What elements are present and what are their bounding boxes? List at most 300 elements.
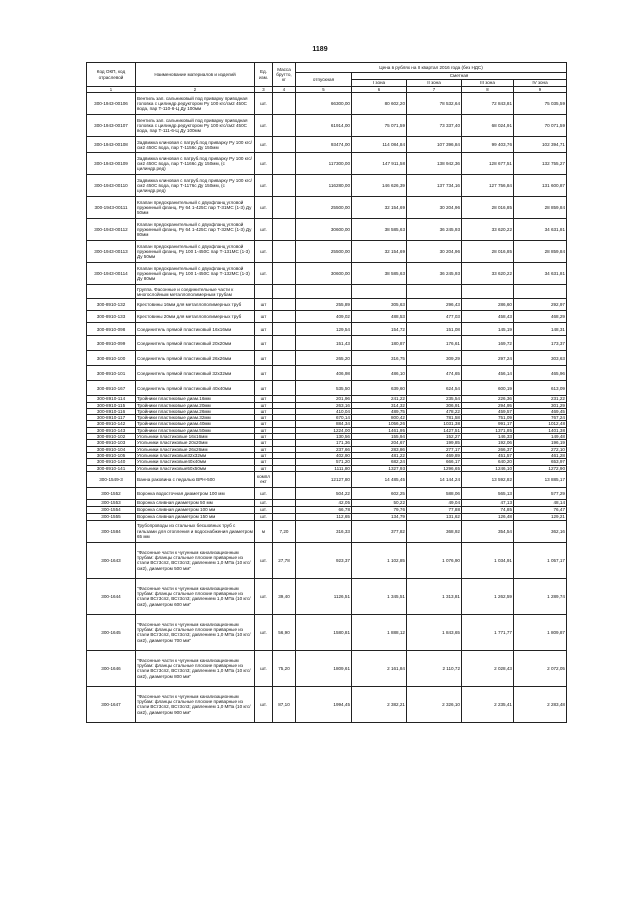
table-row [87, 137, 567, 153]
cell-p3: 588,06 [407, 487, 462, 499]
cell-p4: 565,13 [462, 487, 514, 499]
table-row [87, 351, 567, 366]
cell-unit: шт [255, 408, 273, 414]
cell-p2 [352, 285, 407, 299]
cell-p4: 128 677,51 [462, 153, 514, 175]
cell-p1: 535,50 [296, 381, 352, 396]
cell-p5: 231,22 [514, 396, 567, 402]
cell-unit: шт [255, 323, 273, 336]
cell-p3: 1296,65 [407, 465, 462, 471]
cell-p5: 301,29 [514, 402, 567, 408]
cell-mass [273, 137, 296, 153]
price-table [86, 62, 567, 723]
cell-code: 300-1943-00112 [87, 219, 136, 241]
cell-p1: 884,34 [296, 421, 352, 427]
price-table-body [87, 63, 567, 723]
cell-p5: 70 071,59 [514, 115, 567, 137]
header-delivery: Сметная [352, 73, 567, 80]
cell-p1: 151,43 [296, 336, 352, 351]
cell-name: Клапан предохранительный с двухфланц угловой пружинный фланц. Ру 100 1-450С пар Т-131МС (1-3) Ду 50мм [136, 241, 255, 263]
cell-name: Группа. Фасонные и соединительные части к многослойным металлополимерным трубам [136, 285, 255, 299]
cell-p1: 1126,51 [296, 578, 352, 614]
header-unit: Ед. изм. [255, 63, 273, 87]
cell-name: Соединитель прямой пластиковый 16х16мм [136, 323, 255, 336]
cell-code: 300-8910-132 [87, 299, 136, 311]
cell-p2: 1056,26 [352, 421, 407, 427]
cell-p5: 13 885,17 [514, 471, 567, 487]
cell-p4: 74,85 [462, 506, 514, 513]
cell-unit: шт [255, 351, 273, 366]
cell-p5: 28 859,84 [514, 197, 567, 219]
cell-p4: 286,60 [462, 299, 514, 311]
header-zone2: II зона [407, 80, 462, 87]
cell-p1: 409,02 [296, 311, 352, 323]
table-row [87, 614, 567, 650]
header-price-title: Цена в рублях на II квартал 2016 года (без НДС) [296, 63, 567, 73]
cell-p3: 199,85 [407, 440, 462, 446]
cell-unit: шт [255, 427, 273, 433]
cell-unit: шт. [255, 263, 273, 285]
cell-p1: 237,66 [296, 446, 352, 452]
cell-p5: 129,21 [514, 513, 567, 520]
cell-code: 300-1943-00111 [87, 197, 136, 219]
cell-p4: 297,24 [462, 351, 514, 366]
cell-code: 300-1943-00106 [87, 93, 136, 115]
cell-p5: 292,97 [514, 299, 567, 311]
header-name: Наименование материалов и изделий [136, 63, 255, 87]
cell-name: Трубопроводы из стальных бесшовных труб с гильзами для отопления и водоснабжения диаметром 65 мм [136, 520, 255, 542]
table-row [87, 241, 567, 263]
cell-name: "Фасонные части к чугунным канализационным трубам: фланцы стальные плоские приварные из стали ВСт3сп2, ВСт3сп3; давлением 1,0 МПа (10 кгс/см2), диаметром 600 мм" [136, 578, 255, 614]
cell-code: 300-8910-140 [87, 459, 136, 465]
cell-unit: шт [255, 299, 273, 311]
cell-p3: 469,89 [407, 452, 462, 458]
cell-p1: 30600,00 [296, 219, 352, 241]
cell-p2: 2 161,84 [352, 650, 407, 686]
cell-p4: 33 620,22 [462, 263, 514, 285]
cell-p2: 134,79 [352, 513, 407, 520]
cell-code: 300-8910-141 [87, 465, 136, 471]
cell-p5: 613,09 [514, 381, 567, 396]
cell-p5: 767,24 [514, 415, 567, 421]
cell-name: Соединитель прямой пластиковый 32х32мм [136, 366, 255, 381]
cell-name: Соединитель прямой пластиковый 40х40мм [136, 381, 255, 396]
cell-p1: 201,96 [296, 396, 352, 402]
cell-p1: 1994,45 [296, 686, 352, 722]
cell-unit: шт. [255, 506, 273, 513]
cell-p5: 132 755,27 [514, 153, 567, 175]
cell-p1: 402,90 [296, 452, 352, 458]
cell-unit: шт. [255, 650, 273, 686]
cell-p3: 309,29 [407, 351, 462, 366]
cell-name: Клапан предохранительный с двухфланц угловой пружинный фланц. Ру 100 1-450С пар Т-132МС (1-3) Ду 80мм [136, 263, 255, 285]
header-mass: Масса брутто, кг [273, 63, 296, 87]
cell-p2: 147 911,58 [352, 153, 407, 175]
cell-p2: 283,86 [352, 446, 407, 452]
cell-p1: 504,22 [296, 487, 352, 499]
cell-p2: 80 602,20 [352, 93, 407, 115]
table-row [87, 381, 567, 396]
cell-code: 300-8910-114 [87, 396, 136, 402]
cell-code: 300-8910-104 [87, 446, 136, 452]
cell-code: 300-8910-105 [87, 452, 136, 458]
cell-code: 300-8910-099 [87, 336, 136, 351]
cell-p3: 2 110,72 [407, 650, 462, 686]
cell-p2: 155,94 [352, 434, 407, 440]
cell-mass [273, 513, 296, 520]
cell-p5: 196,19 [514, 440, 567, 446]
cell-name: Задвижка клиновая с патруб.под приварку Ру 100 кгс/см2 450С вода, пар Т-1156с Ду 150мм [136, 137, 255, 153]
cell-p2: 154,72 [352, 323, 407, 336]
cell-name: Тройники пластиковые диам.40мм [136, 421, 255, 427]
cell-unit: шт. [255, 153, 273, 175]
table-row [87, 153, 567, 175]
cell-p3: 137 734,16 [407, 175, 462, 197]
cell-mass [273, 366, 296, 381]
cell-name: "Фасонные части к чугунным канализационным трубам: фланцы стальные плоские приварные из стали ВСт3сп2, ВСт3сп3; давлением 1,0 МПа (10 кгс/см2), диаметром 700 мм" [136, 614, 255, 650]
cell-name: "Фасонные части к чугунным канализационным трубам: фланцы стальные плоские приварные из стали ВСт3сп2, ВСт3сп3; давлением 1,0 МПа (10 кгс/см2), диаметром 800 мм" [136, 650, 255, 686]
cell-name: Соединитель прямой пластиковый 26х26мм [136, 351, 255, 366]
cell-p2: 180,87 [352, 336, 407, 351]
cell-p4: 146,33 [462, 434, 514, 440]
cell-p1: 255,89 [296, 299, 352, 311]
cell-p5: 75 035,59 [514, 93, 567, 115]
table-row [87, 499, 567, 506]
cell-mass [273, 241, 296, 263]
cell-p2: 2 382,21 [352, 686, 407, 722]
cell-code: 300-1584 [87, 520, 136, 542]
cell-code: 300-1943-00110 [87, 175, 136, 197]
cell-code: 300-1554 [87, 506, 136, 513]
cell-p3 [407, 285, 462, 299]
cell-p3: 666,17 [407, 459, 462, 465]
cell-p3: 36 245,93 [407, 263, 462, 285]
table-row [87, 299, 567, 311]
cell-p4: 459,57 [462, 408, 514, 414]
cell-code: 300-1645 [87, 614, 136, 650]
cell-name: Тройники пластиковые диам.26мм [136, 408, 255, 414]
cell-p2: 486,10 [352, 366, 407, 381]
cell-mass: 56,90 [273, 614, 296, 650]
table-row [87, 513, 567, 520]
cell-p5: 34 631,81 [514, 263, 567, 285]
cell-p3: 1031,38 [407, 421, 462, 427]
cell-p2: 377,82 [352, 520, 407, 542]
cell-name: "Фасонные части к чугунным канализационным трубам: фланцы стальные плоские приварные из стали ВСт3сп2, ВСт3сп3; давлением 1,0 МПа (10 кгс/см2), диаметром 500 мм" [136, 542, 255, 578]
header-code: Код ОКП, код отраслевой [87, 63, 136, 87]
cell-mass [273, 93, 296, 115]
cell-p1: 1111,80 [296, 465, 352, 471]
cell-p3: 296,43 [407, 299, 462, 311]
cell-p3: 306,91 [407, 402, 462, 408]
cell-unit: шт. [255, 219, 273, 241]
col-number: 2 [136, 87, 255, 93]
cell-p4: 47,13 [462, 499, 514, 506]
cell-p3: 138 942,36 [407, 153, 462, 175]
cell-p5: 173,37 [514, 336, 567, 351]
table-row [87, 336, 567, 351]
cell-p1: 1224,00 [296, 427, 352, 433]
cell-p5: 131 600,87 [514, 175, 567, 197]
cell-code: 300-8910-133 [87, 311, 136, 323]
cell-p3: 1 843,65 [407, 614, 462, 650]
cell-code: 300-1943-00107 [87, 115, 136, 137]
cell-p2: 14 485,45 [352, 471, 407, 487]
cell-p3: 624,54 [407, 381, 462, 396]
cell-p2: 481,22 [352, 452, 407, 458]
cell-p5: 148,31 [514, 323, 567, 336]
cell-p4: 2 235,41 [462, 686, 514, 722]
cell-code [87, 285, 136, 299]
cell-p2: 204,67 [352, 440, 407, 446]
cell-p1: 406,98 [296, 366, 352, 381]
cell-code: 300-1943-00114 [87, 263, 136, 285]
cell-code: 300-1943-00108 [87, 137, 136, 153]
cell-p1: 410,04 [296, 408, 352, 414]
col-number: 4 [273, 87, 296, 93]
table-row [87, 487, 567, 499]
cell-unit: шт [255, 396, 273, 402]
cell-code: 300-1555 [87, 513, 136, 520]
cell-p4: 456,14 [462, 366, 514, 381]
cell-unit: шт [255, 440, 273, 446]
cell-p3: 151,08 [407, 323, 462, 336]
cell-p5: 468,29 [514, 311, 567, 323]
cell-code: 300-8910-117 [87, 415, 136, 421]
cell-code: 300-8910-142 [87, 421, 136, 427]
cell-p5: 2 072,05 [514, 650, 567, 686]
header-zone3: III зона [462, 80, 514, 87]
header-zone4: IV зона [514, 80, 567, 87]
cell-p5: 465,96 [514, 366, 567, 381]
cell-name: Вентиль зап. сальниковый под приварку приводная головка с цилиндр.редуктором Ру 100 кгс/см2 450С вода, пар Т-110-6-Ц Ду 100мм [136, 93, 255, 115]
cell-p5: 1 289,74 [514, 578, 567, 614]
cell-unit: шт [255, 421, 273, 427]
cell-p3: 2 326,10 [407, 686, 462, 722]
cell-mass [273, 506, 296, 513]
cell-code: 300-8910-116 [87, 408, 136, 414]
cell-code: 300-1646 [87, 650, 136, 686]
cell-p3: 235,54 [407, 396, 462, 402]
cell-p4: 99 403,76 [462, 137, 514, 153]
cell-p3: 30 204,96 [407, 241, 462, 263]
cell-p1: 93474,00 [296, 137, 352, 153]
cell-p4: 1371,85 [462, 427, 514, 433]
cell-p3: 277,17 [407, 446, 462, 452]
cell-code: 300-8910-101 [87, 366, 136, 381]
cell-p3: 49,04 [407, 499, 462, 506]
cell-p5: 1 809,87 [514, 614, 567, 650]
cell-p4 [462, 285, 514, 299]
table-row [87, 471, 567, 487]
cell-code: 300-1943-00113 [87, 241, 136, 263]
cell-p4: 600,19 [462, 381, 514, 396]
cell-p4: 192,06 [462, 440, 514, 446]
cell-mass [273, 311, 296, 323]
cell-p4: 127 756,84 [462, 175, 514, 197]
cell-name: Воронка сливная диаметром 50 мм [136, 499, 255, 506]
cell-p2: 800,42 [352, 415, 407, 421]
cell-p2: 305,63 [352, 299, 407, 311]
cell-name: Ванна раковина с педалью ВРН-500 [136, 471, 255, 487]
cell-code: 300-1647 [87, 686, 136, 722]
cell-p4: 13 592,82 [462, 471, 514, 487]
col-number: 5 [296, 87, 352, 93]
cell-p3: 107 396,84 [407, 137, 462, 153]
cell-p5: 149,48 [514, 434, 567, 440]
cell-p2: 38 585,63 [352, 219, 407, 241]
cell-mass [273, 285, 296, 299]
cell-p4: 145,19 [462, 323, 514, 336]
cell-unit: шт. [255, 93, 273, 115]
table-row [87, 542, 567, 578]
cell-unit: шт [255, 311, 273, 323]
cell-p2: 79,76 [352, 506, 407, 513]
cell-p1: 129,54 [296, 323, 352, 336]
cell-p3: 781,58 [407, 415, 462, 421]
cell-p5: 461,28 [514, 452, 567, 458]
cell-mass: 27,78 [273, 542, 296, 578]
cell-p4: 33 620,22 [462, 219, 514, 241]
cell-unit: шт. [255, 241, 273, 263]
cell-p4: 1 771,77 [462, 614, 514, 650]
cell-name: Тройники пластиковые диам.50мм [136, 427, 255, 433]
cell-p5: 1272,90 [514, 465, 567, 471]
cell-name: Вентиль зап. сальниковый под приварку приводная головка с цилиндр.редуктором Ру 100 кгс/см2 450С вода, пар Т-111-6-Ц Ду 100мм [136, 115, 255, 137]
table-row [87, 93, 567, 115]
cell-p2: 1 345,51 [352, 578, 407, 614]
table-row [87, 311, 567, 323]
cell-p3: 14 144,24 [407, 471, 462, 487]
cell-name: Воронка водосточная диаметром 100 мм [136, 487, 255, 499]
table-row [87, 197, 567, 219]
col-number: 7 [407, 87, 462, 93]
cell-p4: 294,95 [462, 402, 514, 408]
cell-p4: 2 028,43 [462, 650, 514, 686]
cell-p4: 72 843,81 [462, 93, 514, 115]
cell-name: "Фасонные части к чугунным канализационным трубам: фланцы стальные плоские приварные из стали ВСт3сп2, ВСт3сп3; давлением 1,0 МПа (10 кгс/см2), диаметром 900 мм" [136, 686, 255, 722]
cell-code: 300-1644 [87, 578, 136, 614]
cell-code: 300-8910-100 [87, 351, 136, 366]
cell-p1: 670,14 [296, 415, 352, 421]
cell-name: Соединитель прямой пластиковый 20х20мм [136, 336, 255, 351]
cell-p2: 314,32 [352, 402, 407, 408]
cell-p5 [514, 285, 567, 299]
cell-p1: 263,16 [296, 402, 352, 408]
cell-p1: 171,36 [296, 440, 352, 446]
cell-p1: 42,05 [296, 499, 352, 506]
cell-p1: 1809,61 [296, 650, 352, 686]
table-row [87, 323, 567, 336]
cell-code: 300-8910-115 [87, 402, 136, 408]
cell-code: 300-8910-103 [87, 440, 136, 446]
cell-mass [273, 299, 296, 311]
cell-p2: 146 626,39 [352, 175, 407, 197]
cell-p2: 602,25 [352, 487, 407, 499]
cell-unit: шт [255, 452, 273, 458]
cell-name: Крестовины 16мм для металлополимерных труб [136, 299, 255, 311]
cell-p5: 577,29 [514, 487, 567, 499]
cell-unit: шт [255, 366, 273, 381]
cell-unit: шт. [255, 614, 273, 650]
cell-unit: шт. [255, 513, 273, 520]
cell-mass [273, 499, 296, 506]
cell-p3: 30 204,96 [407, 197, 462, 219]
table-row [87, 263, 567, 285]
cell-mass: 7,20 [273, 520, 296, 542]
cell-code: 300-1643 [87, 542, 136, 578]
cell-p1: 117300,00 [296, 153, 352, 175]
cell-p2: 32 154,69 [352, 241, 407, 263]
cell-p4: 1 034,91 [462, 542, 514, 578]
cell-p3: 152,27 [407, 434, 462, 440]
cell-code: 300-8910-167 [87, 381, 136, 396]
cell-mass [273, 115, 296, 137]
cell-p4: 226,36 [462, 396, 514, 402]
cell-unit: шт. [255, 578, 273, 614]
cell-code: 300-1553 [87, 499, 136, 506]
table-row [87, 686, 567, 722]
cell-name: Воронка сливная диаметром 100 мм [136, 506, 255, 513]
cell-unit: шт. [255, 197, 273, 219]
cell-code: 300-1549-3 [87, 471, 136, 487]
cell-p4: 68 024,91 [462, 115, 514, 137]
cell-p2: 32 154,69 [352, 197, 407, 219]
table-row [87, 650, 567, 686]
col-number: 3 [255, 87, 273, 93]
cell-p4: 266,37 [462, 446, 514, 452]
cell-unit: шт. [255, 115, 273, 137]
cell-p2: 1461,95 [352, 427, 407, 433]
cell-code: 300-8910-143 [87, 427, 136, 433]
cell-unit: шт. [255, 487, 273, 499]
cell-unit: шт [255, 402, 273, 408]
cell-p5: 469,45 [514, 408, 567, 414]
cell-unit: шт [255, 434, 273, 440]
table-row [87, 175, 567, 197]
cell-p5: 1012,48 [514, 421, 567, 427]
cell-mass: 75,20 [273, 650, 296, 686]
cell-p1: 265,20 [296, 351, 352, 366]
cell-unit: шт. [255, 137, 273, 153]
col-number: 8 [462, 87, 514, 93]
cell-name: Угольники пластиковые 16х16мм [136, 434, 255, 440]
header-zone1: I зона [352, 80, 407, 87]
cell-p1: 571,20 [296, 459, 352, 465]
cell-name: Угольники пластиковые 26х26мм [136, 446, 255, 452]
cell-code: 300-1943-00109 [87, 153, 136, 175]
cell-name: Клапан предохранительный с двухфланц угловой пружинный фланц. Ру 64 1-425С пар Т-32МС (1-3) Ду 80мм [136, 219, 255, 241]
cell-p5: 362,16 [514, 520, 567, 542]
cell-mass [273, 219, 296, 241]
cell-p3: 77,88 [407, 506, 462, 513]
cell-p1: 61914,00 [296, 115, 352, 137]
cell-p1: 12127,80 [296, 471, 352, 487]
cell-mass [273, 175, 296, 197]
cell-p1: 25500,00 [296, 197, 352, 219]
cell-p1 [296, 285, 352, 299]
cell-p3: 176,61 [407, 336, 462, 351]
cell-mass: 87,10 [273, 686, 296, 722]
cell-p4: 28 016,85 [462, 197, 514, 219]
cell-p3: 477,03 [407, 311, 462, 323]
cell-p3: 474,65 [407, 366, 462, 381]
header-release: отпускная [296, 73, 352, 87]
cell-name: Угольники пластиковые32х32мм [136, 452, 255, 458]
cell-p2: 488,53 [352, 311, 407, 323]
cell-mass [273, 197, 296, 219]
cell-p5: 653,97 [514, 459, 567, 465]
